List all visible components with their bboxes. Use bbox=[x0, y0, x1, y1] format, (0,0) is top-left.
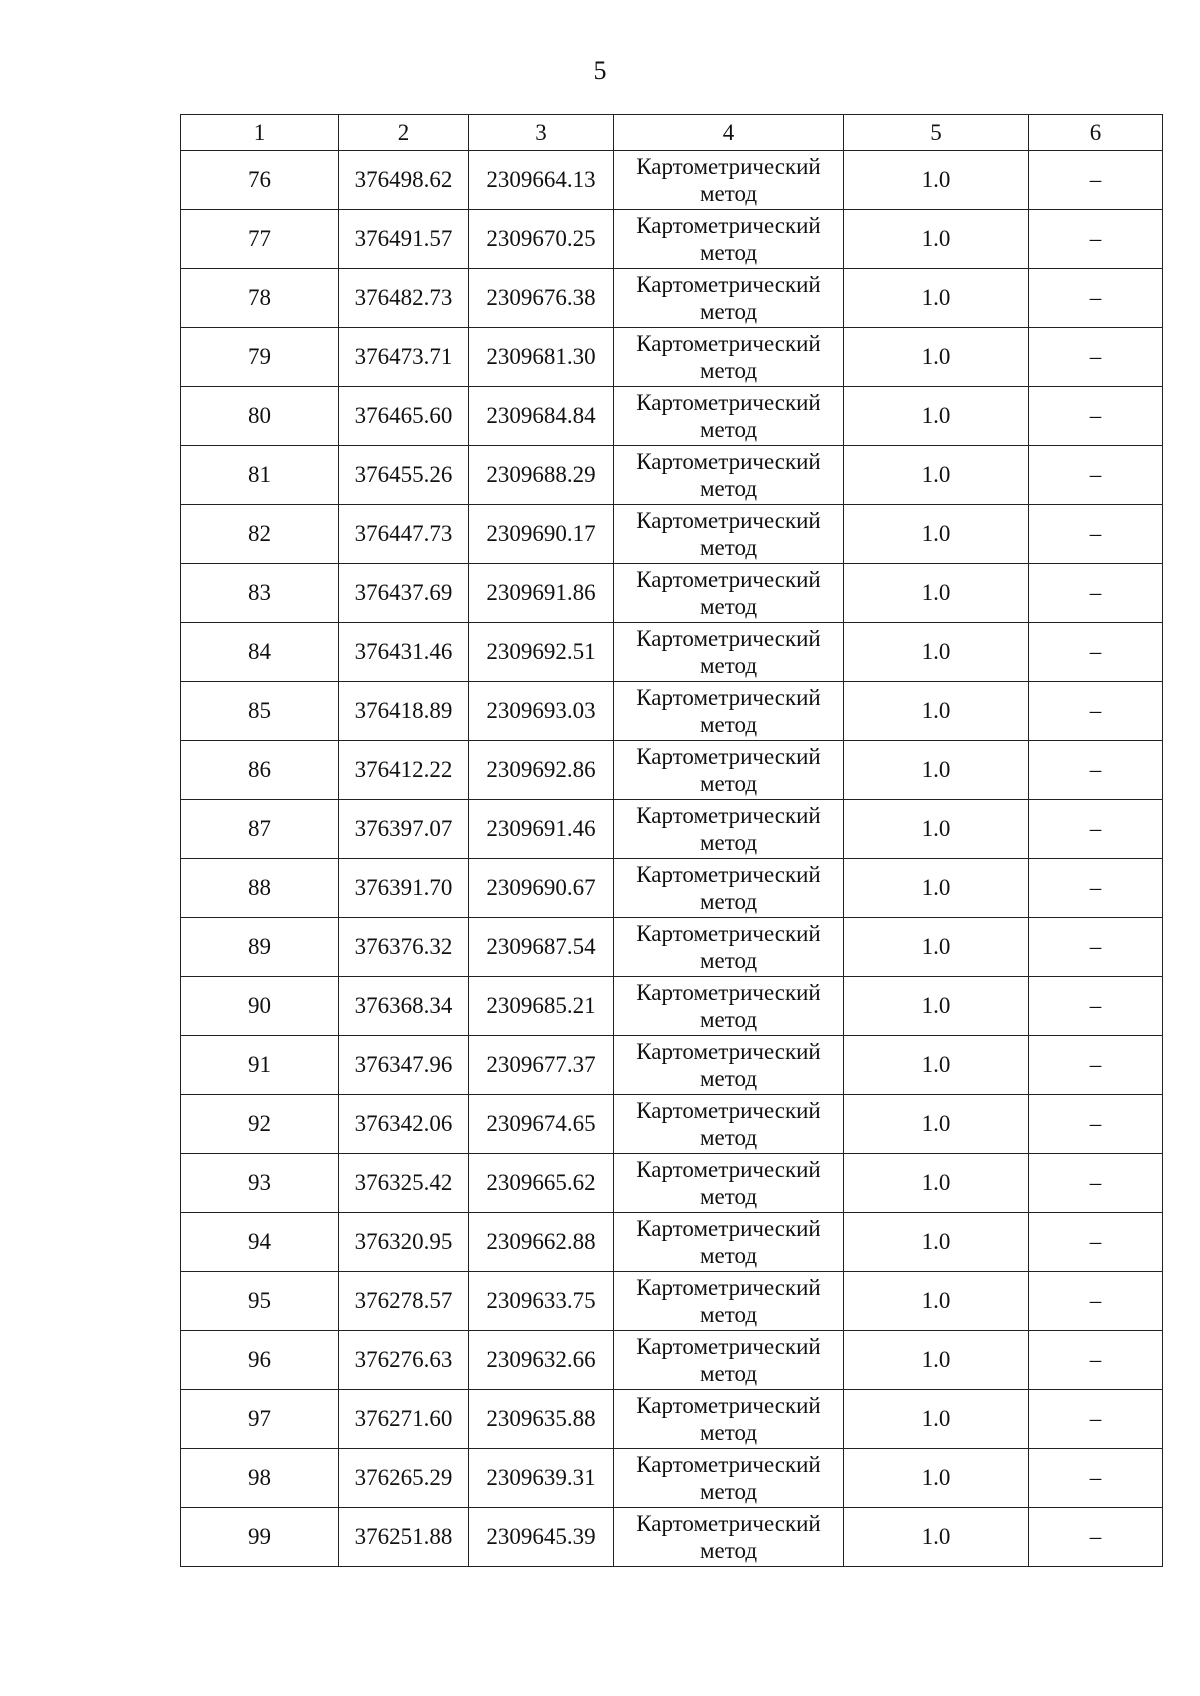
y-coordinate-cell: 2309633.75 bbox=[469, 1272, 614, 1331]
table-row bbox=[181, 1154, 1163, 1213]
x-coordinate-cell: 376376.32 bbox=[339, 918, 469, 977]
header-row bbox=[181, 115, 1163, 151]
point-number-cell: 79 bbox=[181, 328, 339, 387]
y-coordinate-cell: 2309676.38 bbox=[469, 269, 614, 328]
y-coordinate-cell: 2309665.62 bbox=[469, 1154, 614, 1213]
note-cell: – bbox=[1029, 151, 1163, 210]
accuracy-cell: 1.0 bbox=[844, 1390, 1029, 1449]
method-cell: Картометрический метод bbox=[614, 682, 844, 741]
x-coordinate-cell: 376271.60 bbox=[339, 1390, 469, 1449]
y-coordinate-cell: 2309635.88 bbox=[469, 1390, 614, 1449]
note-cell: – bbox=[1029, 387, 1163, 446]
y-coordinate-cell: 2309687.54 bbox=[469, 918, 614, 977]
note-cell: – bbox=[1029, 1508, 1163, 1567]
table-row bbox=[181, 1272, 1163, 1331]
x-coordinate-cell: 376447.73 bbox=[339, 505, 469, 564]
point-number-cell: 91 bbox=[181, 1036, 339, 1095]
x-coordinate-cell: 376498.62 bbox=[339, 151, 469, 210]
table-row bbox=[181, 1095, 1163, 1154]
table-row bbox=[181, 151, 1163, 210]
method-cell: Картометрический метод bbox=[614, 859, 844, 918]
table-row bbox=[181, 1449, 1163, 1508]
accuracy-cell: 1.0 bbox=[844, 1213, 1029, 1272]
point-number-cell: 82 bbox=[181, 505, 339, 564]
point-number-cell: 80 bbox=[181, 387, 339, 446]
table-row bbox=[181, 1390, 1163, 1449]
table-row bbox=[181, 328, 1163, 387]
column-header: 5 bbox=[844, 115, 1029, 151]
method-cell: Картометрический метод bbox=[614, 387, 844, 446]
accuracy-cell: 1.0 bbox=[844, 977, 1029, 1036]
point-number-cell: 97 bbox=[181, 1390, 339, 1449]
note-cell: – bbox=[1029, 918, 1163, 977]
accuracy-cell: 1.0 bbox=[844, 1449, 1029, 1508]
note-cell: – bbox=[1029, 800, 1163, 859]
accuracy-cell: 1.0 bbox=[844, 1154, 1029, 1213]
accuracy-cell: 1.0 bbox=[844, 1272, 1029, 1331]
point-number-cell: 96 bbox=[181, 1331, 339, 1390]
point-number-cell: 88 bbox=[181, 859, 339, 918]
column-header: 2 bbox=[339, 115, 469, 151]
method-cell: Картометрический метод bbox=[614, 1154, 844, 1213]
table-row bbox=[181, 269, 1163, 328]
accuracy-cell: 1.0 bbox=[844, 741, 1029, 800]
table-row bbox=[181, 564, 1163, 623]
y-coordinate-cell: 2309664.13 bbox=[469, 151, 614, 210]
note-cell: – bbox=[1029, 210, 1163, 269]
x-coordinate-cell: 376455.26 bbox=[339, 446, 469, 505]
method-cell: Картометрический метод bbox=[614, 210, 844, 269]
accuracy-cell: 1.0 bbox=[844, 387, 1029, 446]
method-cell: Картометрический метод bbox=[614, 1036, 844, 1095]
method-cell: Картометрический метод bbox=[614, 1272, 844, 1331]
accuracy-cell: 1.0 bbox=[844, 918, 1029, 977]
note-cell: – bbox=[1029, 328, 1163, 387]
note-cell: – bbox=[1029, 741, 1163, 800]
y-coordinate-cell: 2309690.67 bbox=[469, 859, 614, 918]
point-number-cell: 85 bbox=[181, 682, 339, 741]
y-coordinate-cell: 2309691.46 bbox=[469, 800, 614, 859]
accuracy-cell: 1.0 bbox=[844, 564, 1029, 623]
table-row bbox=[181, 623, 1163, 682]
note-cell: – bbox=[1029, 1272, 1163, 1331]
accuracy-cell: 1.0 bbox=[844, 446, 1029, 505]
table-row bbox=[181, 387, 1163, 446]
method-cell: Картометрический метод bbox=[614, 505, 844, 564]
accuracy-cell: 1.0 bbox=[844, 1036, 1029, 1095]
x-coordinate-cell: 376482.73 bbox=[339, 269, 469, 328]
point-number-cell: 99 bbox=[181, 1508, 339, 1567]
point-number-cell: 87 bbox=[181, 800, 339, 859]
method-cell: Картометрический метод bbox=[614, 564, 844, 623]
note-cell: – bbox=[1029, 446, 1163, 505]
point-number-cell: 93 bbox=[181, 1154, 339, 1213]
table-row bbox=[181, 918, 1163, 977]
x-coordinate-cell: 376491.57 bbox=[339, 210, 469, 269]
table-row bbox=[181, 859, 1163, 918]
accuracy-cell: 1.0 bbox=[844, 1331, 1029, 1390]
accuracy-cell: 1.0 bbox=[844, 623, 1029, 682]
page-number: 5 bbox=[593, 56, 607, 85]
table-row bbox=[181, 1213, 1163, 1272]
method-cell: Картометрический метод bbox=[614, 1095, 844, 1154]
y-coordinate-cell: 2309681.30 bbox=[469, 328, 614, 387]
method-cell: Картометрический метод bbox=[614, 1331, 844, 1390]
note-cell: – bbox=[1029, 977, 1163, 1036]
point-number-cell: 77 bbox=[181, 210, 339, 269]
note-cell: – bbox=[1029, 623, 1163, 682]
point-number-cell: 90 bbox=[181, 977, 339, 1036]
y-coordinate-cell: 2309691.86 bbox=[469, 564, 614, 623]
table-row bbox=[181, 1331, 1163, 1390]
note-cell: – bbox=[1029, 859, 1163, 918]
point-number-cell: 92 bbox=[181, 1095, 339, 1154]
y-coordinate-cell: 2309684.84 bbox=[469, 387, 614, 446]
table-row bbox=[181, 800, 1163, 859]
x-coordinate-cell: 376278.57 bbox=[339, 1272, 469, 1331]
y-coordinate-cell: 2309692.86 bbox=[469, 741, 614, 800]
note-cell: – bbox=[1029, 1390, 1163, 1449]
y-coordinate-cell: 2309688.29 bbox=[469, 446, 614, 505]
x-coordinate-cell: 376368.34 bbox=[339, 977, 469, 1036]
note-cell: – bbox=[1029, 1154, 1163, 1213]
column-header: 3 bbox=[469, 115, 614, 151]
method-cell: Картометрический метод bbox=[614, 446, 844, 505]
accuracy-cell: 1.0 bbox=[844, 210, 1029, 269]
x-coordinate-cell: 376397.07 bbox=[339, 800, 469, 859]
y-coordinate-cell: 2309674.65 bbox=[469, 1095, 614, 1154]
method-cell: Картометрический метод bbox=[614, 741, 844, 800]
method-cell: Картометрический метод bbox=[614, 918, 844, 977]
method-cell: Картометрический метод bbox=[614, 151, 844, 210]
table-header bbox=[181, 115, 1163, 151]
x-coordinate-cell: 376251.88 bbox=[339, 1508, 469, 1567]
table-row bbox=[181, 1508, 1163, 1567]
x-coordinate-cell: 376391.70 bbox=[339, 859, 469, 918]
table-row bbox=[181, 210, 1163, 269]
y-coordinate-cell: 2309693.03 bbox=[469, 682, 614, 741]
point-number-cell: 98 bbox=[181, 1449, 339, 1508]
point-number-cell: 89 bbox=[181, 918, 339, 977]
x-coordinate-cell: 376418.89 bbox=[339, 682, 469, 741]
note-cell: – bbox=[1029, 682, 1163, 741]
note-cell: – bbox=[1029, 1449, 1163, 1508]
accuracy-cell: 1.0 bbox=[844, 151, 1029, 210]
method-cell: Картометрический метод bbox=[614, 1508, 844, 1567]
y-coordinate-cell: 2309670.25 bbox=[469, 210, 614, 269]
y-coordinate-cell: 2309690.17 bbox=[469, 505, 614, 564]
note-cell: – bbox=[1029, 1331, 1163, 1390]
method-cell: Картометрический метод bbox=[614, 977, 844, 1036]
x-coordinate-cell: 376412.22 bbox=[339, 741, 469, 800]
table-row bbox=[181, 505, 1163, 564]
accuracy-cell: 1.0 bbox=[844, 859, 1029, 918]
x-coordinate-cell: 376320.95 bbox=[339, 1213, 469, 1272]
y-coordinate-cell: 2309685.21 bbox=[469, 977, 614, 1036]
table-row bbox=[181, 446, 1163, 505]
column-header: 1 bbox=[181, 115, 339, 151]
method-cell: Картометрический метод bbox=[614, 1390, 844, 1449]
method-cell: Картометрический метод bbox=[614, 623, 844, 682]
table-row bbox=[181, 741, 1163, 800]
accuracy-cell: 1.0 bbox=[844, 1508, 1029, 1567]
point-number-cell: 81 bbox=[181, 446, 339, 505]
method-cell: Картометрический метод bbox=[614, 800, 844, 859]
x-coordinate-cell: 376437.69 bbox=[339, 564, 469, 623]
point-number-cell: 76 bbox=[181, 151, 339, 210]
table-row bbox=[181, 1036, 1163, 1095]
point-number-cell: 83 bbox=[181, 564, 339, 623]
x-coordinate-cell: 376276.63 bbox=[339, 1331, 469, 1390]
y-coordinate-cell: 2309662.88 bbox=[469, 1213, 614, 1272]
note-cell: – bbox=[1029, 1213, 1163, 1272]
x-coordinate-cell: 376347.96 bbox=[339, 1036, 469, 1095]
accuracy-cell: 1.0 bbox=[844, 269, 1029, 328]
accuracy-cell: 1.0 bbox=[844, 800, 1029, 859]
column-header: 6 bbox=[1029, 115, 1163, 151]
x-coordinate-cell: 376465.60 bbox=[339, 387, 469, 446]
method-cell: Картометрический метод bbox=[614, 328, 844, 387]
point-number-cell: 78 bbox=[181, 269, 339, 328]
point-number-cell: 94 bbox=[181, 1213, 339, 1272]
method-cell: Картометрический метод bbox=[614, 1213, 844, 1272]
note-cell: – bbox=[1029, 1095, 1163, 1154]
point-number-cell: 86 bbox=[181, 741, 339, 800]
accuracy-cell: 1.0 bbox=[844, 505, 1029, 564]
note-cell: – bbox=[1029, 269, 1163, 328]
table-row bbox=[181, 682, 1163, 741]
y-coordinate-cell: 2309645.39 bbox=[469, 1508, 614, 1567]
note-cell: – bbox=[1029, 564, 1163, 623]
x-coordinate-cell: 376325.42 bbox=[339, 1154, 469, 1213]
y-coordinate-cell: 2309632.66 bbox=[469, 1331, 614, 1390]
accuracy-cell: 1.0 bbox=[844, 682, 1029, 741]
x-coordinate-cell: 376342.06 bbox=[339, 1095, 469, 1154]
table-row bbox=[181, 977, 1163, 1036]
accuracy-cell: 1.0 bbox=[844, 1095, 1029, 1154]
accuracy-cell: 1.0 bbox=[844, 328, 1029, 387]
x-coordinate-cell: 376431.46 bbox=[339, 623, 469, 682]
method-cell: Картометрический метод bbox=[614, 269, 844, 328]
note-cell: – bbox=[1029, 1036, 1163, 1095]
note-cell: – bbox=[1029, 505, 1163, 564]
y-coordinate-cell: 2309692.51 bbox=[469, 623, 614, 682]
y-coordinate-cell: 2309639.31 bbox=[469, 1449, 614, 1508]
table-body bbox=[181, 151, 1163, 1567]
point-number-cell: 95 bbox=[181, 1272, 339, 1331]
point-number-cell: 84 bbox=[181, 623, 339, 682]
method-cell: Картометрический метод bbox=[614, 1449, 844, 1508]
x-coordinate-cell: 376265.29 bbox=[339, 1449, 469, 1508]
x-coordinate-cell: 376473.71 bbox=[339, 328, 469, 387]
coordinates-table bbox=[180, 114, 1163, 1567]
y-coordinate-cell: 2309677.37 bbox=[469, 1036, 614, 1095]
column-header: 4 bbox=[614, 115, 844, 151]
